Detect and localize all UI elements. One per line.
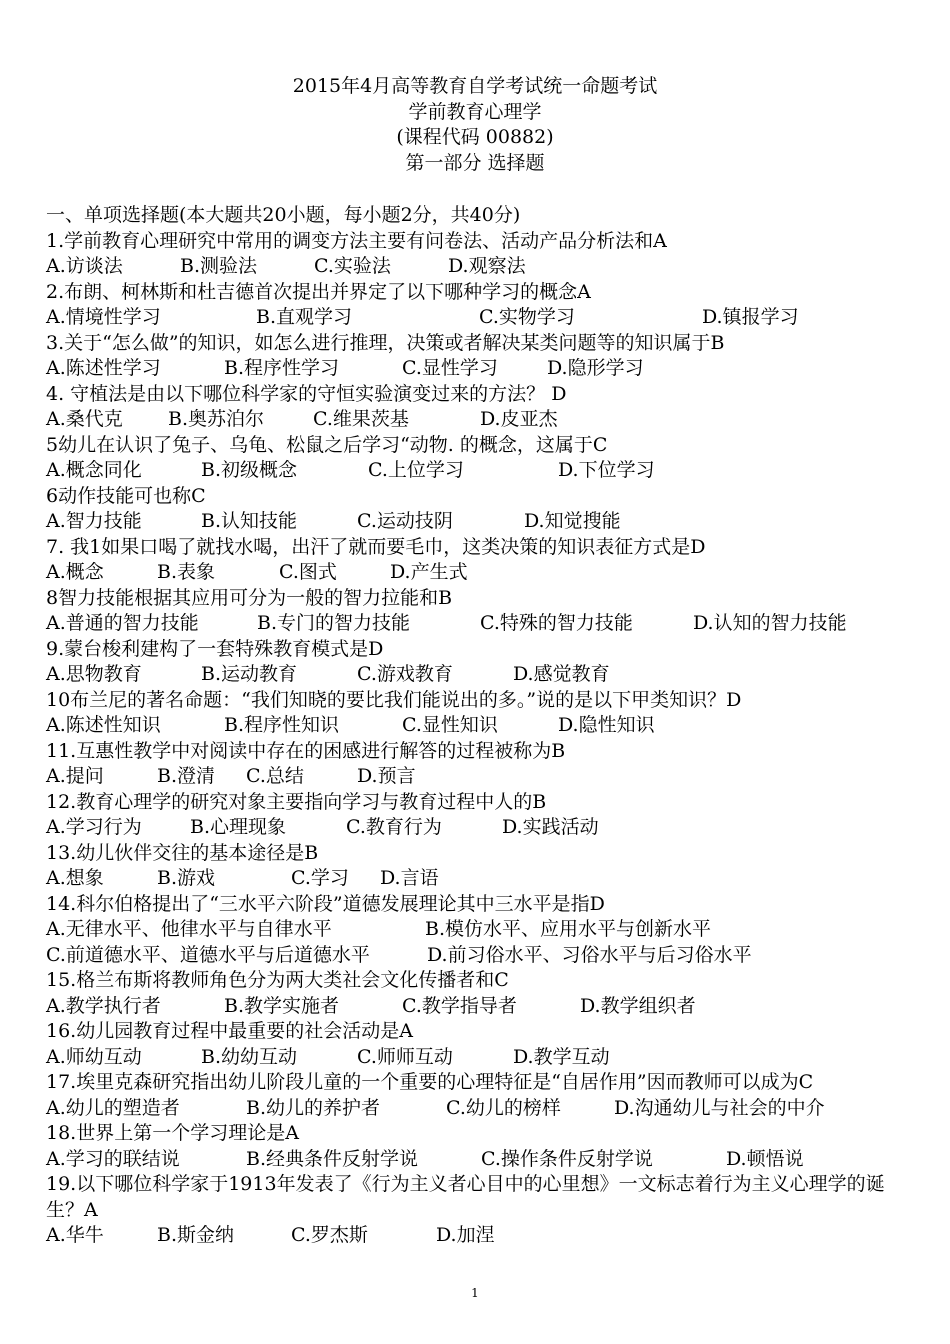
option: C.教学指导者: [402, 994, 517, 1017]
question-text: 7. 我1如果口喝了就找水喝，出汗了就而要毛巾，这类决策的知识表征方式是D: [46, 535, 706, 558]
option: D.皮亚杰: [480, 408, 558, 430]
question-text: 1.学前教育心理研究中常用的调变方法主要有问卷法、活动产品分析法和A: [46, 229, 667, 252]
option: B.教学实施者: [224, 994, 340, 1017]
option: D.知觉搜能: [524, 510, 621, 532]
option-row: [46, 1147, 908, 1173]
option: B.直观学习: [256, 306, 353, 328]
option: D.隐性知识: [558, 714, 655, 736]
option-row: [46, 815, 908, 841]
question-text: 13.幼儿伙伴交往的基本途径是B: [46, 841, 319, 864]
option-row: [46, 560, 908, 586]
option: B.模仿水平、应用水平与创新水平: [425, 918, 712, 940]
option: C.实物学习: [479, 306, 575, 328]
option: A.学习的联结说: [46, 1147, 180, 1170]
option: C.显性学习: [402, 357, 498, 379]
option-row: [46, 254, 908, 280]
option: D.教学互动: [513, 1045, 610, 1068]
question-text: 3.关于“怎么做”的知识，如怎么进行推理，决策或者解决某类问题等的知识属于B: [46, 331, 725, 354]
option: C.学习: [291, 867, 349, 889]
option: C.上位学习: [368, 459, 464, 481]
question-text: 17.埃里克森研究指出幼儿阶段儿童的一个重要的心理特征是“自居作用”因而教师可以成为C: [46, 1071, 814, 1093]
option: D.实践活动: [502, 816, 599, 838]
option-row: [46, 407, 908, 433]
option: B.心理现象: [190, 816, 287, 838]
question-text: 6动作技能可也称C: [46, 484, 206, 507]
course-name: 学前教育心理学: [408, 100, 542, 123]
option-row: [46, 356, 908, 382]
option: B.斯金纳: [157, 1224, 235, 1246]
question-list: [46, 203, 908, 1249]
option: B.表象: [157, 561, 216, 583]
option: B.幼儿的养护者: [246, 1096, 381, 1119]
option: B.游戏: [157, 867, 216, 889]
option: B.程序性学习: [224, 357, 340, 379]
option: A.智力技能: [46, 510, 142, 532]
option: D.加涅: [436, 1224, 495, 1246]
option: A.普通的智力技能: [46, 612, 199, 634]
option: D.认知的智力技能: [693, 612, 847, 634]
page-number: 1: [471, 1286, 479, 1300]
option: A.陈述性知识: [46, 714, 161, 736]
option: C.幼儿的榜样: [446, 1096, 561, 1119]
option: D.预言: [357, 765, 416, 787]
option: C.游戏教育: [357, 663, 453, 685]
option: C.特殊的智力技能: [480, 612, 633, 634]
option: A.华牛: [46, 1224, 104, 1246]
option-row: [46, 662, 908, 688]
option: B.奥苏泊尔: [168, 408, 265, 430]
option: B.程序性知识: [224, 714, 340, 736]
question-text: 14.科尔伯格提出了“三水平六阶段”道德发展理论其中三水平是指D: [46, 892, 605, 915]
option-row: [46, 1223, 908, 1249]
option: B.澄清: [157, 765, 216, 787]
option: B.幼幼互动: [201, 1045, 298, 1068]
option: D.言语: [380, 867, 439, 889]
option: A.访谈法: [46, 255, 123, 277]
question-text: 2.布朗、柯林斯和杜吉德首次提出并界定了以下哪种学习的概念A: [46, 280, 591, 303]
option: B.初级概念: [201, 459, 298, 481]
option: C.师师互动: [357, 1045, 453, 1068]
option-row: [46, 866, 908, 892]
option: A.情境性学习: [46, 306, 161, 328]
option-row: [46, 1045, 908, 1071]
option: D.顿悟说: [726, 1147, 804, 1170]
option: C.总结: [246, 765, 304, 787]
option: C.维果茨基: [313, 408, 409, 430]
option: D.沟通幼儿与社会的中介: [614, 1096, 825, 1119]
option: C.教育行为: [346, 816, 442, 838]
option: D.前习俗水平、习俗水平与后习俗水平: [427, 943, 752, 966]
option-row: [46, 943, 908, 969]
question-text: 4. 守植法是由以下哪位科学家的守恒实验演变过来的方法？ D: [46, 382, 567, 405]
course-code: (课程代码 00882): [396, 126, 554, 148]
question-text: 10布兰尼的著名命题：“我们知晓的要比我们能说出的多。”说的是以下甲类知识？D: [46, 688, 742, 711]
option: A.桑代克: [46, 408, 123, 430]
option: D.教学组织者: [580, 994, 696, 1017]
option-row: [46, 611, 908, 637]
option-row: [46, 713, 908, 739]
option: C.图式: [279, 561, 337, 583]
question-text: 5幼儿在认识了兔子、乌龟、松鼠之后学习“动物. 的概念，这属于C: [46, 433, 608, 456]
option: B.运动教育: [201, 663, 298, 685]
option: D.观察法: [448, 255, 526, 277]
question-text: 9.蒙台梭利建构了一套特殊教育模式是D: [46, 637, 384, 660]
part-title: 第一部分 选择题: [405, 151, 545, 174]
option-row: [46, 917, 908, 943]
option: A.师幼互动: [46, 1045, 142, 1068]
option: C.罗杰斯: [291, 1224, 368, 1246]
option: B.经典条件反射学说: [246, 1147, 419, 1170]
option-row: [46, 994, 908, 1020]
question-text: 16.幼儿园教育过程中最重要的社会活动是A: [46, 1020, 413, 1042]
option: C.实验法: [314, 255, 391, 277]
option: A.提问: [46, 765, 104, 787]
option: C.运动技阴: [357, 510, 453, 532]
option: C.操作条件反射学说: [481, 1147, 653, 1170]
option-row: [46, 764, 908, 790]
option: A.想象: [46, 867, 104, 889]
option: A.教学执行者: [46, 994, 161, 1017]
document-header: [0, 74, 950, 176]
question-text: 8智力技能根据其应用可分为一般的智力拉能和B: [46, 586, 453, 609]
option: C.显性知识: [402, 714, 498, 736]
question-text: 11.互惠性教学中对阅读中存在的困感进行解答的过程被称为B: [46, 739, 566, 762]
option: D.镇报学习: [702, 306, 799, 328]
option-row: [46, 1096, 908, 1122]
option: A.无律水平、他律水平与自律水平: [46, 918, 332, 940]
option: D.隐形学习: [547, 357, 644, 379]
section-title: 一、单项选择题(本大题共20小题，每小题2分，共40分): [46, 204, 521, 226]
option: B.专门的智力技能: [257, 612, 411, 634]
option: D.感觉教育: [513, 663, 610, 685]
option: D.下位学习: [558, 459, 655, 481]
option: C.前道德水平、道德水平与后道德水平: [46, 943, 370, 966]
option: A.概念同化: [46, 459, 142, 481]
option: A.幼儿的塑造者: [46, 1096, 180, 1119]
option: A.思物教育: [46, 663, 142, 685]
question-text: 15.格兰布斯将教师角色分为两大类社会文化传播者和C: [46, 969, 509, 991]
question-text: 12.教育心理学的研究对象主要指向学习与教育过程中人的B: [46, 790, 547, 813]
option: D.产生式: [390, 561, 468, 583]
option: B.认知技能: [201, 510, 298, 532]
option: B.测验法: [180, 255, 258, 277]
option-row: [46, 509, 908, 535]
option: A.学习行为: [46, 816, 142, 838]
question-text: 18.世界上第一个学习理论是A: [46, 1122, 299, 1144]
option-row: [46, 458, 908, 484]
exam-title: 2015年4月高等教育自学考试统一命题考试: [292, 75, 658, 97]
question-text: 19.以下哪位科学家于1913年发表了《行为主义者心目中的心里想》一文标志着行为主义心理学的诞生？A: [46, 1173, 885, 1221]
option: A.概念: [46, 561, 104, 583]
option-row: [46, 305, 908, 331]
option: A.陈述性学习: [46, 357, 161, 379]
